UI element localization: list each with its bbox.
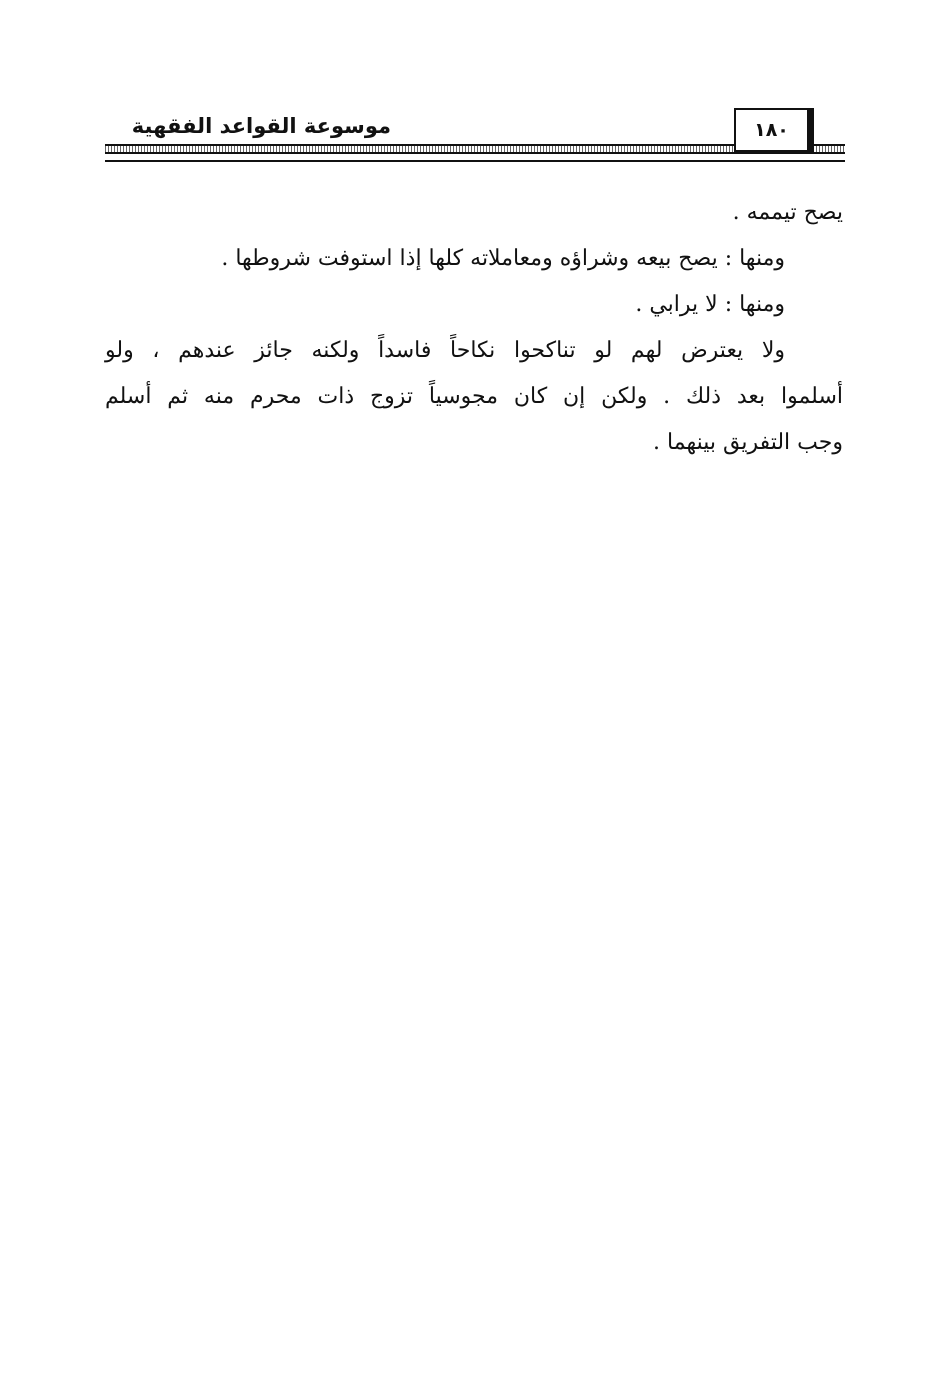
running-header <box>105 108 845 168</box>
page-number: ١٨٠ <box>734 108 814 152</box>
text-line: ومنها : يصح بيعه وشراؤه ومعاملاته كلها إذا استوفت شروطها . <box>221 246 785 271</box>
text-line: أسلموا بعد ذلك . ولكن إن كان مجوسياً تزوج ذات محرم منه ثم أسلم <box>105 384 843 409</box>
text-line: ومنها : لا يرابي . <box>635 292 785 317</box>
header-thin-rule <box>105 160 845 162</box>
text-line: وجب التفريق بينهما . <box>653 430 843 455</box>
text-line: يصح تيممه . <box>732 200 843 225</box>
page-body <box>105 190 843 466</box>
text-line: ولا يعترض لهم لو تناكحوا نكاحاً فاسداً ولكنه جائز عندهم ، ولو <box>105 338 785 363</box>
book-title: موسوعة القواعد الفقهية <box>131 114 391 138</box>
